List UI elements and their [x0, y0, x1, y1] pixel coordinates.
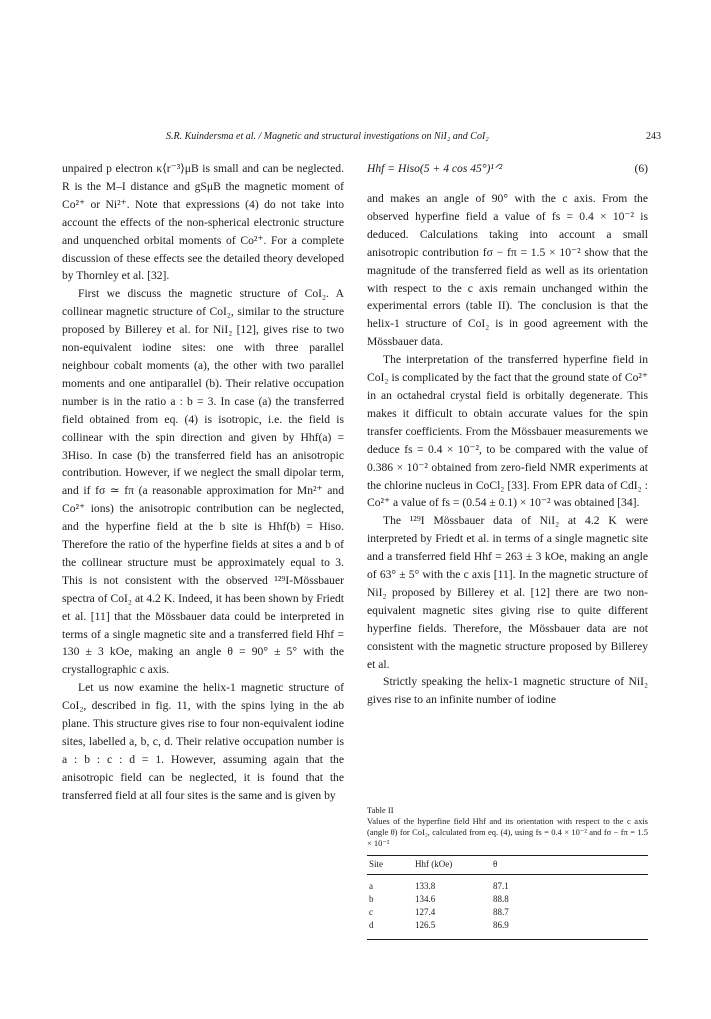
table-cell: d: [369, 920, 374, 930]
table-cell: 133.8: [415, 881, 436, 891]
table-cell: b: [369, 894, 374, 904]
table-cell: 127.4: [415, 907, 436, 917]
equation-number: (6): [634, 162, 648, 175]
table-ii: [367, 805, 648, 940]
column-header-field: Hhf (kOe): [415, 859, 453, 869]
paragraph: Strictly speaking the helix-1 magnetic structure of NiI₂ gives rise to an infinite number of iodine: [367, 675, 648, 707]
paragraph: The interpretation of the transferred hyperfine field in CoI₂ is complicated by the fact that the ground state of Co²⁺ in an octahedral crystal field is orbitally degenerate. This makes it difficult to obtain accurate values for the spin transfer coefficients. From the Mössbauer measurements we deduce fs = 0.4 × 10⁻², to be compared with the value of 0.386 × 10⁻² obtained from zero-field NMR experiments at the chlorine nucleus in CoCl₂ [33]. From EPR data of CdI₂ : Co²⁺ a value of fs = (0.54 ± 0.1) × 10⁻² was obtained [34].: [367, 353, 648, 510]
paragraph: unpaired p electron κ⟨r⁻³⟩μB is small and can be neglected. R is the M–I distance and gSμB the magnetic moment of Co²⁺ or Ni²⁺. Note that expressions (4) do not take into account the effects of the non-spherical electronic structure and unquenched orbital moments of Co²⁺. For a complete discussion of these effects see the detailed theory developed by Thornley et al. [32].: [62, 162, 344, 283]
paragraph: Let us now examine the helix-1 magnetic structure of CoI₂, described in fig. 11, with the spins lying in the ab plane. This structure gives rise to four non-equivalent iodine sites, labelled a, b, c, d. Their relative occupation number is a : b : c : d = 1. However, assuming again that the anisotropic field can be neglected, it is found that the transferred field at all four sites is the same and is given by: [62, 681, 344, 802]
table-cell: 88.7: [493, 907, 509, 917]
table-cell: 87.1: [493, 881, 509, 891]
paragraph: The ¹²⁹I Mössbauer data of NiI₂ at 4.2 K were interpreted by Friedt et al. in terms of a single magnetic site and a transferred field Hhf = 263 ± 3 kOe, making an angle of 63° ± 5° with the c axis [11]. In the magnetic structure of NiI₂ proposed by Billerey et al. [12] there are two non-equivalent magnetic sites giving rise to quite different hyperfine fields. Therefore, the Mössbauer data are not consistent with the magnetic structure proposed by Billerey et al.: [367, 514, 648, 671]
page-header: [0, 131, 711, 145]
table-cell: 86.9: [493, 920, 509, 930]
table-cell: a: [369, 881, 373, 891]
right-column: [367, 160, 648, 709]
paragraph: First we discuss the magnetic structure of CoI₂. A collinear magnetic structure of CoI₂, similar to the structure proposed by Billerey et al. for NiI₂ [12], gives rise to two non-equivalent iodine sites: one with three parallel neighbour cobalt moments (a), the other with two parallel moments and one antiparallel (b). Their relative occupation number is in the ratio a : b = 3. In case (a) the transferred field obtained from eq. (4) is isotropic, i.e. the field is collinear with the spin direction and given by Hhf(a) = 3Hiso. In case (b) the transferred field has an anisotropic contribution. However, if we neglect the small dipolar term, and if fσ ≃ fπ (a reasonable approximation for Mn²⁺ and Co²⁺ ions) the anisotropic contribution can be neglected, and the hyperfine field at the b site is Hhf(b) = Hiso. Therefore the ratio of the hyperfine fields at sites a and b of the collinear structure must be approximately equal to 3. This is not consistent with the observed ¹²⁹I-Mössbauer spectra of CoI₂ at 4.2 K. Indeed, it has been shown by Friedt et al. [11] that the Mössbauer data could be interpreted in terms of a single magnetic site and a transferred field Hhf = 130 ± 3 kOe, making an angle θ = 90° ± 5° with the crystallographic c axis.: [62, 287, 344, 677]
table-caption: Values of the hyperfine field Hhf and its orientation with respect to the c axis (angle θ) for CoI₂, calculated from eq. (4), using fs = 0.4 × 10⁻² and fσ − fπ = 1.5 × 10⁻²: [367, 816, 648, 848]
table-title: Table II: [367, 805, 394, 815]
table-cell: 88.8: [493, 894, 509, 904]
running-head: S.R. Kuindersma et al. / Magnetic and structural investigations on NiI₂ and CoI₂: [166, 131, 489, 142]
equation-6: [367, 160, 648, 182]
data-table: [367, 855, 648, 940]
paragraph: and makes an angle of 90° with the c axis. From the observed hyperfine field a value of fs = 0.4 × 10⁻² is deduced. Calculations taking into account a small anisotropic contribution fσ − fπ = 1.5 × 10⁻² show that the magnitude of the transferred field as well as its orientation with respect to the c axis remain unchanged within the experimental errors (table II). The conclusion is that the helix-1 structure of CoI₂ is in good agreement with the Mössbauer data.: [367, 192, 648, 349]
table-row: [367, 919, 648, 940]
table-cell: 126.5: [415, 920, 436, 930]
column-header-site: Site: [369, 859, 384, 869]
table-row: [367, 906, 648, 919]
table-row: [367, 893, 648, 906]
table-header-row: [367, 856, 648, 875]
equation-text: Hhf = Hiso(5 + 4 cos 45°)¹ᐟ²: [367, 162, 503, 175]
table-cell: 134.6: [415, 894, 436, 904]
column-header-angle: θ: [493, 859, 498, 869]
left-column: [62, 160, 344, 805]
table-cell: c: [369, 907, 373, 917]
page-number: 243: [646, 131, 661, 142]
table-row: [367, 875, 648, 894]
